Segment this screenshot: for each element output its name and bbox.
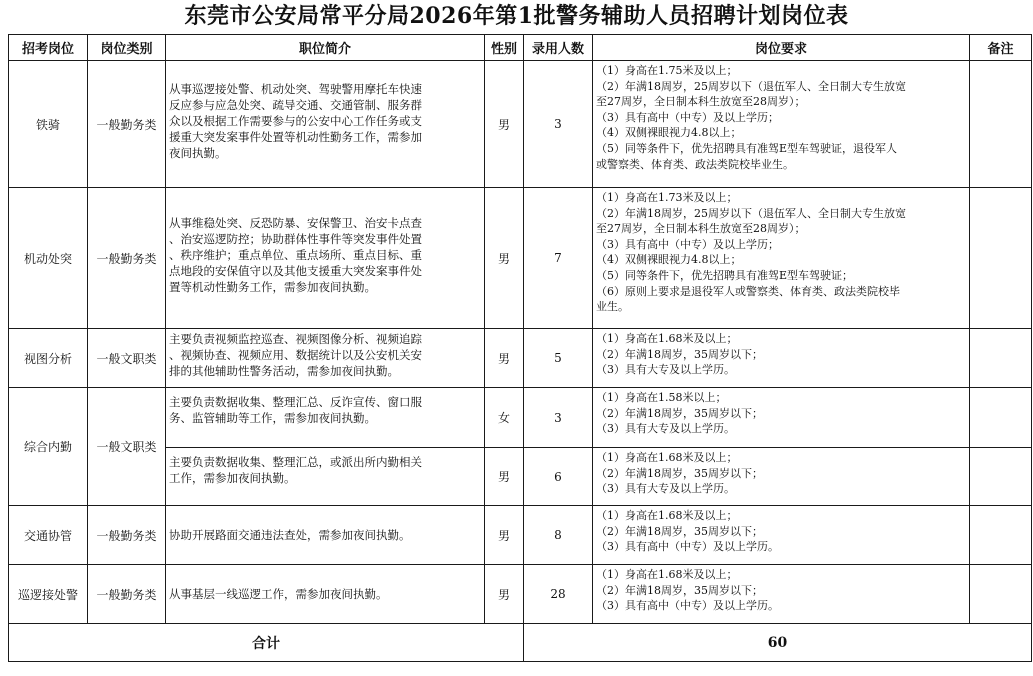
gender-cell: 男: [485, 565, 524, 624]
count-cell: 5: [524, 329, 593, 388]
count-cell: 8: [524, 506, 593, 565]
table-row: [9, 61, 1032, 188]
description-cell: 从事巡逻接处警、机动处突、驾驶警用摩托车快速 反应参与应急处突、疏导交通、交通管制、服务群 众以及根据工作需要参与的公安中心工作任务或支 援重大突发案事件处置等机动性勤务工作，需参加 夜间执勤。: [166, 61, 485, 188]
description-cell: 从事维稳处突、反恐防暴、安保警卫、治安卡点查 、治安巡逻防控；协助群体性事件等突发事件处置 、秩序维护；重点单位、重点场所、重点目标、重 点地段的安保值守以及其他支援重大突发案事件处 置等机动性勤务工作，需参加夜间执勤。: [166, 188, 485, 329]
remarks-cell: [970, 565, 1032, 624]
gender-cell: 男: [485, 61, 524, 188]
position-cell: 综合内勤: [9, 388, 88, 506]
recruitment-table: [8, 34, 1032, 662]
description-cell: 协助开展路面交通违法查处，需参加夜间执勤。: [166, 506, 485, 565]
table-row: [9, 388, 1032, 448]
position-cell: 视图分析: [9, 329, 88, 388]
requirements-cell: （1）身高在1.68米及以上； （2）年满18周岁，35周岁以下； （3）具有高中（中专）及以上学历。: [593, 506, 970, 565]
header-row: [9, 35, 1032, 61]
description-cell: 主要负责视频监控巡查、视频图像分析、视频追踪 、视频协查、视频应用、数据统计以及公安机关安 排的其他辅助性警务活动，需参加夜间执勤。: [166, 329, 485, 388]
requirements-cell: （1）身高在1.68米及以上； （2）年满18周岁，35周岁以下； （3）具有大专及以上学历。: [593, 448, 970, 506]
table-row: [9, 188, 1032, 329]
description-cell: 主要负责数据收集、整理汇总，或派出所内勤相关 工作，需参加夜间执勤。: [166, 448, 485, 506]
table-row: [9, 329, 1032, 388]
position-cell: 巡逻接处警: [9, 565, 88, 624]
count-cell: 6: [524, 448, 593, 506]
category-cell: 一般勤务类: [88, 506, 166, 565]
gender-cell: 男: [485, 329, 524, 388]
position-cell: 交通协管: [9, 506, 88, 565]
remarks-cell: [970, 329, 1032, 388]
header-category: 岗位类别: [88, 35, 166, 61]
header-position: 招考岗位: [9, 35, 88, 61]
position-cell: 机动处突: [9, 188, 88, 329]
count-cell: 3: [524, 388, 593, 448]
header-requirements: 岗位要求: [593, 35, 970, 61]
page-title: 东莞市公安局常平分局2026年第1批警务辅助人员招聘计划岗位表: [184, 3, 849, 29]
position-cell: 铁骑: [9, 61, 88, 188]
remarks-cell: [970, 506, 1032, 565]
gender-cell: 男: [485, 188, 524, 329]
category-cell: 一般勤务类: [88, 565, 166, 624]
header-remarks: 备注: [970, 35, 1032, 61]
requirements-cell: （1）身高在1.68米及以上； （2）年满18周岁，35周岁以下； （3）具有大专及以上学历。: [593, 329, 970, 388]
total-row: [9, 624, 1032, 662]
category-cell: 一般文职类: [88, 388, 166, 506]
count-cell: 3: [524, 61, 593, 188]
remarks-cell: [970, 188, 1032, 329]
remarks-cell: [970, 448, 1032, 506]
requirements-cell: （1）身高在1.73米及以上； （2）年满18周岁，25周岁以下（退伍军人、全日制大专生放宽 至27周岁，全日制本科生放宽至28周岁）； （3）具有高中（中专）及以上学历； （4）双侧裸眼视力4.8以上； （5）同等条件下，优先招聘具有准驾E型车驾驶证； （6）原则上要求是退役军人或警察类、体育类、政法类院校毕 业生。: [593, 188, 970, 329]
header-description: 职位简介: [166, 35, 485, 61]
category-cell: 一般勤务类: [88, 188, 166, 329]
description-cell: 从事基层一线巡逻工作，需参加夜间执勤。: [166, 565, 485, 624]
category-cell: 一般勤务类: [88, 61, 166, 188]
category-cell: 一般文职类: [88, 329, 166, 388]
remarks-cell: [970, 388, 1032, 448]
requirements-cell: （1）身高在1.58米以上； （2）年满18周岁，35周岁以下； （3）具有大专及以上学历。: [593, 388, 970, 448]
requirements-cell: （1）身高在1.68米及以上； （2）年满18周岁，35周岁以下； （3）具有高中（中专）及以上学历。: [593, 565, 970, 624]
header-count: 录用人数: [524, 35, 593, 61]
description-cell: 主要负责数据收集、整理汇总、反诈宣传、窗口服 务、监管辅助等工作，需参加夜间执勤。: [166, 388, 485, 448]
remarks-cell: [970, 61, 1032, 188]
table-row: [9, 506, 1032, 565]
requirements-cell: （1）身高在1.75米及以上； （2）年满18周岁，25周岁以下（退伍军人、全日制大专生放宽 至27周岁，全日制本科生放宽至28周岁）； （3）具有高中（中专）及以上学历； （4）双侧裸眼视力4.8以上； （5）同等条件下，优先招聘具有准驾E型车驾驶证，退役军人 或警察类、体育类、政法类院校毕业生。: [593, 61, 970, 188]
count-cell: 28: [524, 565, 593, 624]
header-gender: 性别: [485, 35, 524, 61]
gender-cell: 男: [485, 448, 524, 506]
gender-cell: 女: [485, 388, 524, 448]
total-value: 60: [524, 624, 1032, 662]
table-row: [9, 565, 1032, 624]
count-cell: 7: [524, 188, 593, 329]
total-label: 合计: [9, 624, 524, 662]
gender-cell: 男: [485, 506, 524, 565]
